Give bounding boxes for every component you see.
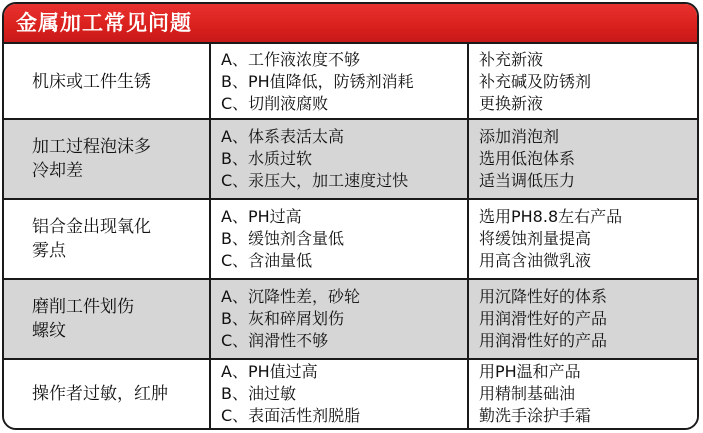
solution-cell	[469, 44, 697, 119]
solution-cell-line: 选用低泡体系	[479, 149, 576, 168]
problem-cell-line: 机床或工件生锈	[32, 71, 151, 92]
cause-cell-line: A、PH值过高	[221, 361, 318, 381]
solution-cell-line: 用精制基础油	[479, 383, 576, 403]
solution-cell-line: 勤洗手涂护手霜	[479, 405, 592, 425]
solution-cell-line: 用润滑性好的产品	[479, 331, 608, 350]
problem-cell-line: 磨削工件划伤	[32, 297, 134, 317]
cause-cell	[211, 359, 467, 428]
problem-cell	[4, 119, 209, 199]
solution-cell-line: 用润滑性好的产品	[479, 309, 608, 328]
title-bar	[4, 4, 697, 44]
solution-cell-line: 选用PH8.8左右产品	[479, 207, 623, 226]
column-divider	[209, 119, 211, 199]
row-divider	[4, 358, 697, 360]
column-divider	[467, 44, 469, 119]
column-divider	[209, 44, 211, 119]
cause-cell-line: A、PH过高	[221, 207, 302, 226]
row-divider	[4, 198, 697, 200]
column-divider	[467, 199, 469, 279]
table-row	[4, 119, 697, 199]
problem-cell	[4, 359, 209, 428]
solution-cell	[469, 359, 697, 428]
problem-cell	[4, 199, 209, 279]
column-divider	[209, 359, 211, 428]
column-divider	[467, 359, 469, 428]
cause-cell-line: A、体系表活太高	[221, 127, 344, 146]
solution-cell-line: 用高含油微乳液	[479, 251, 592, 270]
problem-cell-line: 加工过程泡沫多	[32, 137, 151, 157]
cause-cell-line: B、油过敏	[221, 383, 296, 403]
problem-cell-line: 雾点	[32, 241, 66, 261]
table-row	[4, 279, 697, 359]
solution-cell-line: 适当调低压力	[479, 171, 576, 190]
solution-cell	[469, 119, 697, 199]
cause-cell-line: C、汞压大，加工速度过快	[221, 171, 409, 190]
solution-cell-line: 更换新液	[479, 93, 544, 113]
cause-cell	[211, 119, 467, 199]
cause-cell-line: C、切削液腐败	[221, 93, 329, 113]
column-divider	[209, 279, 211, 359]
problem-cell-line: 铝合金出现氧化	[32, 217, 151, 237]
column-divider	[209, 199, 211, 279]
cause-cell-line: A、沉降性差，砂轮	[221, 287, 360, 306]
table-title: 金属加工常见问题	[16, 11, 192, 35]
problem-cell-line: 冷却差	[32, 161, 83, 181]
cause-cell	[211, 199, 467, 279]
table-row	[4, 359, 697, 428]
table-row	[4, 44, 697, 119]
problem-cell-line: 操作者过敏，红肿	[32, 383, 168, 404]
faq-table	[4, 44, 697, 428]
cause-cell-line: B、PH值降低，防锈剂消耗	[221, 71, 414, 91]
solution-cell	[469, 199, 697, 279]
solution-cell-line: 添加消泡剂	[479, 127, 560, 146]
column-divider	[467, 279, 469, 359]
cause-cell-line: B、水质过软	[221, 149, 312, 168]
row-divider	[4, 118, 697, 120]
cause-cell-line: A、工作液浓度不够	[221, 49, 360, 69]
solution-cell-line: 补充新液	[479, 49, 544, 69]
cause-cell-line: C、含油量低	[221, 251, 313, 270]
solution-cell-line: 用PH温和产品	[479, 361, 581, 381]
table-row	[4, 199, 697, 279]
solution-cell	[469, 279, 697, 359]
cause-cell	[211, 44, 467, 119]
cause-cell	[211, 279, 467, 359]
row-divider	[4, 278, 697, 280]
cause-cell-line: B、灰和碎屑划伤	[221, 309, 344, 328]
solution-cell-line: 补充碱及防锈剂	[479, 71, 592, 91]
problem-cell-line: 螺纹	[32, 321, 66, 341]
cause-cell-line: C、表面活性剂脱脂	[221, 405, 361, 425]
solution-cell-line: 将缓蚀剂量提高	[479, 229, 592, 248]
problem-cell	[4, 279, 209, 359]
column-divider	[467, 119, 469, 199]
solution-cell-line: 用沉降性好的体系	[479, 287, 608, 306]
problem-cell	[4, 44, 209, 119]
cause-cell-line: C、润滑性不够	[221, 331, 329, 350]
cause-cell-line: B、缓蚀剂含量低	[221, 229, 344, 248]
faq-table-frame	[2, 2, 699, 430]
